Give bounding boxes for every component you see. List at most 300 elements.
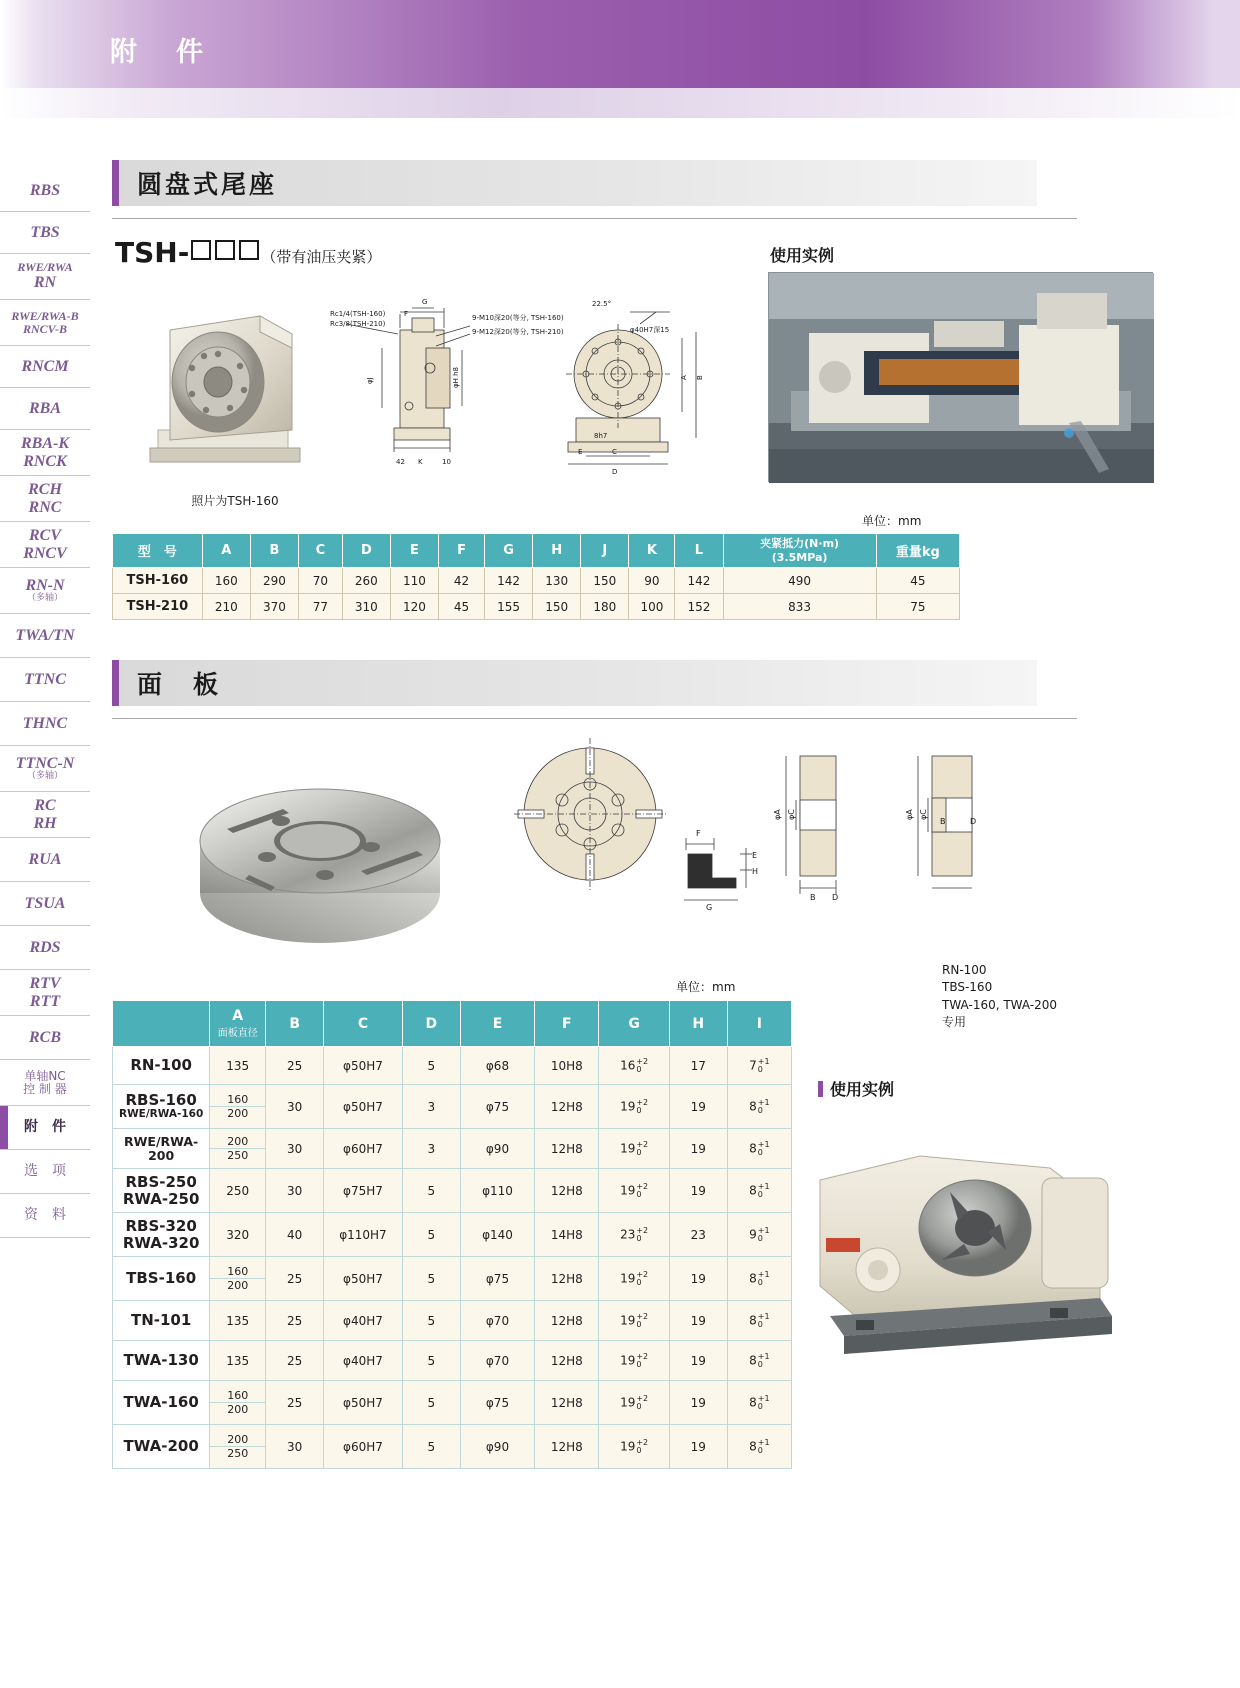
col-a bbox=[210, 1001, 266, 1047]
cell-i-tolerance: +1 0 bbox=[757, 1097, 770, 1115]
cell-i-value: 9 bbox=[749, 1227, 757, 1241]
svg-text:K: K bbox=[418, 458, 423, 466]
cell-g-value: 23 bbox=[620, 1227, 636, 1241]
cell-b: 25 bbox=[266, 1381, 324, 1425]
model-box-1 bbox=[191, 240, 211, 260]
cell-f: 45 bbox=[439, 594, 485, 620]
cell-a: 320 bbox=[210, 1213, 266, 1257]
cell-e: φ70 bbox=[460, 1301, 535, 1341]
svg-text:22.5°: 22.5° bbox=[592, 300, 612, 308]
cell-i-tolerance: +1 0 bbox=[757, 1311, 770, 1329]
svg-text:B: B bbox=[810, 893, 816, 902]
cell-i-tolerance: +1 0 bbox=[757, 1181, 770, 1199]
table-row bbox=[113, 1213, 792, 1257]
cell-i-value: 8 bbox=[749, 1353, 757, 1367]
cell-i bbox=[727, 1085, 791, 1129]
sidebar-item-rba-k-rnck[interactable] bbox=[0, 430, 90, 476]
cell-model-main: TWA-200 bbox=[123, 1437, 199, 1456]
sidebar-item-label: RUA bbox=[28, 850, 62, 868]
svg-text:B: B bbox=[696, 375, 704, 380]
section-bar-tailstock bbox=[112, 160, 1037, 206]
col-d: D bbox=[342, 534, 390, 568]
sidebar-item-label: TBS bbox=[30, 223, 60, 241]
cell-h: 130 bbox=[533, 568, 581, 594]
cell-g bbox=[599, 1341, 669, 1381]
photo-caption: 照片为TSH-160 bbox=[191, 494, 279, 508]
col-e: E bbox=[390, 534, 438, 568]
sidebar-item-label-2: RNCK bbox=[23, 452, 67, 470]
sidebar-item-rds[interactable] bbox=[0, 926, 90, 970]
cell-model-main: RWE/RWA-200 bbox=[124, 1133, 199, 1163]
col-a: A bbox=[202, 534, 250, 568]
cell-g-value: 19 bbox=[620, 1271, 636, 1285]
cell-model bbox=[113, 1129, 210, 1169]
cell-d: 5 bbox=[402, 1169, 460, 1213]
cell-g-value: 16 bbox=[620, 1058, 636, 1072]
col-g: G bbox=[599, 1001, 669, 1047]
sidebar-item-label-2: RN bbox=[33, 274, 57, 292]
cell-a bbox=[210, 1425, 266, 1469]
cell-i-tolerance: +1 0 bbox=[757, 1351, 770, 1369]
cell-h: 19 bbox=[669, 1381, 727, 1425]
col-i: I bbox=[727, 1001, 791, 1047]
sidebar-item-label: RC bbox=[34, 797, 56, 815]
cell-g bbox=[599, 1129, 669, 1169]
cell-model-sub: RWA-320 bbox=[122, 1233, 200, 1252]
svg-text:8h7: 8h7 bbox=[594, 432, 608, 440]
special-note-line: 专用 bbox=[942, 1015, 967, 1030]
cell-weight: 45 bbox=[876, 568, 959, 594]
col-d: D bbox=[402, 1001, 460, 1047]
cell-g bbox=[599, 1257, 669, 1301]
sidebar-item-label: RNCM bbox=[21, 357, 69, 375]
cell-i-value: 8 bbox=[749, 1271, 757, 1285]
sidebar-item-rch-rnc[interactable] bbox=[0, 476, 90, 522]
cell-g-value: 19 bbox=[620, 1439, 636, 1453]
sidebar-item-rbs[interactable] bbox=[0, 170, 90, 212]
cell-model-sub: RWE/RWA-160 bbox=[119, 1107, 204, 1120]
cell-d: 260 bbox=[342, 568, 390, 594]
cell-a-value-2: 250 bbox=[227, 1148, 249, 1162]
cell-h: 17 bbox=[669, 1047, 727, 1085]
col-weight: 重量kg bbox=[876, 534, 959, 568]
cell-g-tolerance: +2 0 bbox=[636, 1269, 649, 1287]
cell-b: 30 bbox=[266, 1169, 324, 1213]
sidebar-item-thnc[interactable] bbox=[0, 702, 90, 746]
cell-h: 19 bbox=[669, 1085, 727, 1129]
cell-i bbox=[727, 1169, 791, 1213]
model-box-3 bbox=[239, 240, 259, 260]
col-e: E bbox=[460, 1001, 535, 1047]
cell-g-value: 19 bbox=[620, 1183, 636, 1197]
cell-i bbox=[727, 1425, 791, 1469]
svg-text:H: H bbox=[752, 867, 759, 876]
sidebar-item-label: RWE/RWA bbox=[17, 260, 73, 275]
cell-a: 210 bbox=[202, 594, 250, 620]
special-note-line: RN-100 bbox=[942, 963, 987, 977]
svg-text:D: D bbox=[970, 817, 977, 826]
col-h: H bbox=[533, 534, 581, 568]
cell-h: 19 bbox=[669, 1129, 727, 1169]
cell-g-tolerance: +2 0 bbox=[636, 1311, 649, 1329]
cell-i-value: 8 bbox=[749, 1183, 757, 1197]
tsh-technical-drawing bbox=[330, 288, 750, 498]
col-k: K bbox=[629, 534, 675, 568]
sidebar-item-documents[interactable] bbox=[0, 1194, 90, 1238]
col-h: H bbox=[669, 1001, 727, 1047]
svg-text:φC: φC bbox=[919, 809, 928, 820]
sidebar-item-label-2: 控 制 器 bbox=[23, 1081, 67, 1096]
sidebar-item-label: THNC bbox=[22, 714, 68, 732]
cell-f: 14H8 bbox=[535, 1213, 599, 1257]
tsh-product-photo bbox=[140, 290, 330, 490]
svg-text:φJ: φJ bbox=[366, 377, 374, 384]
cell-a-value-2: 200 bbox=[227, 1402, 249, 1416]
sidebar-item-rwe-rwa-b[interactable] bbox=[0, 300, 90, 346]
cell-d: 310 bbox=[342, 594, 390, 620]
sidebar-item-ttnc[interactable] bbox=[0, 658, 90, 702]
svg-text:Rc3/8(TSH-210): Rc3/8(TSH-210) bbox=[330, 320, 386, 328]
svg-text:E: E bbox=[578, 448, 583, 456]
cell-model-main: RBS-320 bbox=[125, 1217, 197, 1235]
table-row bbox=[113, 1425, 792, 1469]
cell-model bbox=[113, 1085, 210, 1129]
col-clamp-force bbox=[723, 534, 876, 568]
cell-h: 23 bbox=[669, 1213, 727, 1257]
cell-i-tolerance: +1 0 bbox=[757, 1225, 770, 1243]
cell-g-tolerance: +2 0 bbox=[636, 1437, 649, 1455]
sidebar-item-nc-controller[interactable] bbox=[0, 1060, 90, 1106]
cell-b: 370 bbox=[250, 594, 298, 620]
sidebar-item-options[interactable] bbox=[0, 1150, 90, 1194]
cell-a-value-1: 200 bbox=[210, 1433, 265, 1447]
cell-e: φ70 bbox=[460, 1341, 535, 1381]
svg-text:B: B bbox=[940, 817, 946, 826]
cell-c: φ40H7 bbox=[324, 1301, 403, 1341]
section-accent bbox=[112, 160, 119, 206]
sidebar-item-rc-rh[interactable] bbox=[0, 792, 90, 838]
cell-k: 100 bbox=[629, 594, 675, 620]
cell-b: 30 bbox=[266, 1425, 324, 1469]
cell-model bbox=[113, 1257, 210, 1301]
cell-g-value: 19 bbox=[620, 1099, 636, 1113]
cell-g bbox=[599, 1425, 669, 1469]
col-a-label: A bbox=[232, 1008, 244, 1024]
cell-d: 3 bbox=[402, 1129, 460, 1169]
sidebar-item-ttnc-n[interactable] bbox=[0, 746, 90, 792]
cell-a-value-1: 200 bbox=[210, 1135, 265, 1149]
cell-model-main: TWA-160 bbox=[123, 1393, 199, 1412]
cell-model bbox=[113, 1301, 210, 1341]
sidebar-item-label: TWA/TN bbox=[15, 626, 75, 644]
cell-model-main: TWA-130 bbox=[123, 1351, 199, 1370]
sidebar-item-label: 资 料 bbox=[24, 1206, 66, 1223]
cell-f: 12H8 bbox=[535, 1129, 599, 1169]
sidebar-item-accessories[interactable] bbox=[0, 1106, 90, 1150]
unit-label-1: 单位：mm bbox=[862, 514, 922, 528]
cell-a-value-2: 200 bbox=[227, 1106, 249, 1120]
faceplate-spec-table bbox=[112, 1000, 792, 1469]
cell-a bbox=[210, 1085, 266, 1129]
sidebar-item-label: TTNC bbox=[24, 670, 66, 688]
cell-i bbox=[727, 1341, 791, 1381]
cell-clamp-force: 490 bbox=[723, 568, 876, 594]
cell-h: 19 bbox=[669, 1341, 727, 1381]
sidebar-item-rcb[interactable] bbox=[0, 1016, 90, 1060]
cell-d: 5 bbox=[402, 1381, 460, 1425]
cell-e: φ90 bbox=[460, 1425, 535, 1469]
cell-b: 25 bbox=[266, 1301, 324, 1341]
unit-label-2: 单位：mm bbox=[676, 980, 736, 994]
cell-b: 290 bbox=[250, 568, 298, 594]
col-a-sub: 面板直径 bbox=[217, 1028, 258, 1039]
cell-i-value: 8 bbox=[749, 1439, 757, 1453]
sidebar-item-label-2: （多轴） bbox=[26, 771, 63, 782]
svg-text:G: G bbox=[422, 298, 428, 306]
cell-d: 5 bbox=[402, 1425, 460, 1469]
cell-f: 12H8 bbox=[535, 1169, 599, 1213]
model-box-2 bbox=[215, 240, 235, 260]
cell-c: φ110H7 bbox=[324, 1213, 403, 1257]
col-clamp-force-sub: (3.5MPa) bbox=[771, 550, 828, 564]
cell-g-tolerance: +2 0 bbox=[636, 1393, 649, 1411]
cell-i-value: 7 bbox=[749, 1058, 757, 1072]
cell-f: 12H8 bbox=[535, 1381, 599, 1425]
sidebar-item-rua[interactable] bbox=[0, 838, 90, 882]
sidebar-item-rn-n[interactable] bbox=[0, 568, 90, 614]
col-f: F bbox=[535, 1001, 599, 1047]
cell-l: 152 bbox=[675, 594, 723, 620]
cell-j: 150 bbox=[581, 568, 629, 594]
cell-h: 150 bbox=[533, 594, 581, 620]
sidebar-item-rcv-rncv[interactable] bbox=[0, 522, 90, 568]
cell-i bbox=[727, 1257, 791, 1301]
svg-text:C: C bbox=[612, 448, 617, 456]
cell-g-value: 19 bbox=[620, 1395, 636, 1409]
col-clamp-force-main: 夹紧抵力(N·m) bbox=[760, 537, 840, 551]
section-bar-faceplate bbox=[112, 660, 1037, 706]
cell-k: 90 bbox=[629, 568, 675, 594]
cell-i-tolerance: +1 0 bbox=[757, 1393, 770, 1411]
cell-model-main: RN-100 bbox=[130, 1056, 192, 1075]
svg-text:Rc1/4(TSH-160): Rc1/4(TSH-160) bbox=[330, 310, 386, 318]
special-note-line: TWA-160, TWA-200 bbox=[942, 997, 1058, 1012]
table-header-row bbox=[113, 534, 960, 568]
cell-model bbox=[113, 1425, 210, 1469]
cell-g bbox=[599, 1047, 669, 1085]
cell-c: φ60H7 bbox=[324, 1425, 403, 1469]
sidebar-item-label: RCB bbox=[28, 1028, 61, 1046]
cell-a-value-1: 160 bbox=[210, 1389, 265, 1403]
cell-a: 250 bbox=[210, 1169, 266, 1213]
col-j: J bbox=[581, 534, 629, 568]
cell-i bbox=[727, 1381, 791, 1425]
cell-g-tolerance: +2 0 bbox=[636, 1181, 649, 1199]
sidebar-item-label: RBA bbox=[28, 399, 61, 417]
cell-clamp-force: 833 bbox=[723, 594, 876, 620]
cell-a-value-1: 160 bbox=[210, 1265, 265, 1279]
svg-text:φA: φA bbox=[773, 809, 782, 820]
cell-b: 30 bbox=[266, 1129, 324, 1169]
cell-g-tolerance: +2 0 bbox=[636, 1351, 649, 1369]
cell-g-value: 19 bbox=[620, 1141, 636, 1155]
cell-model bbox=[113, 1381, 210, 1425]
cell-f: 12H8 bbox=[535, 1341, 599, 1381]
page-header-gradient bbox=[0, 88, 1240, 118]
cell-i-tolerance: +1 0 bbox=[757, 1139, 770, 1157]
cell-d: 5 bbox=[402, 1047, 460, 1085]
use-example-title-2: 使用实例 bbox=[818, 1077, 894, 1100]
svg-text:φH h8: φH h8 bbox=[452, 367, 460, 388]
cell-c: φ60H7 bbox=[324, 1129, 403, 1169]
cell-g bbox=[599, 1301, 669, 1341]
col-l: L bbox=[675, 534, 723, 568]
cell-b: 25 bbox=[266, 1341, 324, 1381]
cell-h: 19 bbox=[669, 1169, 727, 1213]
cell-e: φ110 bbox=[460, 1169, 535, 1213]
cell-e: φ75 bbox=[460, 1257, 535, 1301]
svg-text:φA: φA bbox=[905, 809, 914, 820]
cell-i-value: 8 bbox=[749, 1141, 757, 1155]
table-row bbox=[113, 1085, 792, 1129]
cell-model-main: RBS-160 bbox=[125, 1091, 197, 1110]
machine-use-photo bbox=[768, 272, 1153, 482]
cell-a: 135 bbox=[210, 1341, 266, 1381]
cell-d: 5 bbox=[402, 1341, 460, 1381]
cell-model bbox=[113, 1047, 210, 1085]
cell-e: φ90 bbox=[460, 1129, 535, 1169]
model-note: （带有油压夹紧） bbox=[261, 248, 382, 266]
tailstock-spec-table bbox=[112, 533, 960, 620]
table-row bbox=[113, 1381, 792, 1425]
cell-model-main: TBS-160 bbox=[126, 1269, 197, 1288]
sidebar-item-label: RDS bbox=[29, 938, 61, 956]
cell-i-value: 8 bbox=[749, 1313, 757, 1327]
sidebar bbox=[0, 170, 90, 1238]
sidebar-item-label: 附 件 bbox=[24, 1118, 66, 1135]
svg-text:F: F bbox=[404, 310, 409, 318]
cell-h: 19 bbox=[669, 1301, 727, 1341]
sidebar-item-label-2: RTT bbox=[29, 992, 61, 1010]
cell-a: 135 bbox=[210, 1047, 266, 1085]
cell-a-value-2: 250 bbox=[227, 1446, 249, 1460]
sidebar-item-twa-tn[interactable] bbox=[0, 614, 90, 658]
sidebar-item-label-2: （多轴） bbox=[26, 593, 63, 604]
sidebar-item-label-2: RNC bbox=[28, 498, 62, 516]
table-row bbox=[113, 1047, 792, 1085]
sidebar-item-label: TSUA bbox=[24, 894, 66, 912]
cell-e: 120 bbox=[390, 594, 438, 620]
col-model: 型 号 bbox=[113, 534, 203, 568]
faceplate-technical-drawing bbox=[500, 738, 1040, 938]
section-accent bbox=[112, 660, 119, 706]
special-note-line: TBS-160 bbox=[942, 980, 993, 995]
cell-c: φ50H7 bbox=[324, 1257, 403, 1301]
svg-text:G: G bbox=[706, 903, 713, 912]
svg-text:F: F bbox=[696, 829, 701, 838]
table-row bbox=[113, 568, 960, 594]
cell-c: φ50H7 bbox=[324, 1381, 403, 1425]
sidebar-item-label: RN-N bbox=[25, 577, 65, 594]
cell-f: 12H8 bbox=[535, 1085, 599, 1129]
cell-d: 5 bbox=[402, 1213, 460, 1257]
col-f: F bbox=[439, 534, 485, 568]
cell-f: 12H8 bbox=[535, 1425, 599, 1469]
sidebar-item-rwe-rwa-rn[interactable] bbox=[0, 254, 90, 300]
divider bbox=[112, 218, 1077, 219]
cell-f: 42 bbox=[439, 568, 485, 594]
sidebar-item-rncm[interactable] bbox=[0, 346, 90, 388]
sidebar-item-label: RCH bbox=[28, 481, 62, 499]
section-title: 圆盘式尾座 bbox=[137, 170, 278, 199]
cell-g-tolerance: +2 0 bbox=[636, 1225, 649, 1243]
sidebar-item-label: RBS bbox=[29, 181, 61, 199]
table-row bbox=[113, 1129, 792, 1169]
cell-model: TSH-160 bbox=[113, 568, 203, 594]
cell-a-value-2: 200 bbox=[227, 1278, 249, 1292]
svg-text:10: 10 bbox=[442, 458, 451, 466]
cell-a: 135 bbox=[210, 1301, 266, 1341]
cell-i bbox=[727, 1213, 791, 1257]
cell-c: 70 bbox=[299, 568, 343, 594]
cell-g bbox=[599, 1381, 669, 1425]
cell-i bbox=[727, 1047, 791, 1085]
cell-d: 5 bbox=[402, 1257, 460, 1301]
cell-a bbox=[210, 1381, 266, 1425]
table-row bbox=[113, 1257, 792, 1301]
cell-i-value: 8 bbox=[749, 1099, 757, 1113]
sidebar-item-label: RWE/RWA-B bbox=[11, 308, 79, 323]
cell-e: φ75 bbox=[460, 1085, 535, 1129]
col-model bbox=[113, 1001, 210, 1047]
svg-text:42: 42 bbox=[396, 458, 405, 466]
cell-h: 19 bbox=[669, 1257, 727, 1301]
divider bbox=[112, 718, 1077, 719]
cell-g bbox=[599, 1169, 669, 1213]
svg-text:D: D bbox=[612, 468, 618, 476]
table-row bbox=[113, 594, 960, 620]
cell-b: 40 bbox=[266, 1213, 324, 1257]
cell-i-tolerance: +1 0 bbox=[757, 1269, 770, 1287]
cell-g bbox=[599, 1085, 669, 1129]
cell-model: TSH-210 bbox=[113, 594, 203, 620]
sidebar-item-rtv-rtt[interactable] bbox=[0, 970, 90, 1016]
sidebar-item-tsua[interactable] bbox=[0, 882, 90, 926]
faceplate-use-photo bbox=[800, 1120, 1130, 1370]
cell-a: 160 bbox=[202, 568, 250, 594]
cell-model bbox=[113, 1341, 210, 1381]
svg-text:E: E bbox=[752, 851, 758, 860]
sidebar-item-rba[interactable] bbox=[0, 388, 90, 430]
cell-f: 12H8 bbox=[535, 1257, 599, 1301]
cell-b: 25 bbox=[266, 1257, 324, 1301]
sidebar-item-label-2: RNCV-B bbox=[22, 321, 67, 336]
use-example-title-1: 使用实例 bbox=[770, 246, 835, 265]
sidebar-item-tbs[interactable] bbox=[0, 212, 90, 254]
cell-g-value: 19 bbox=[620, 1313, 636, 1327]
cell-i-tolerance: +1 0 bbox=[757, 1056, 770, 1074]
svg-text:A: A bbox=[680, 375, 688, 380]
cell-i-value: 8 bbox=[749, 1395, 757, 1409]
cell-model-main: TN-101 bbox=[130, 1311, 192, 1330]
cell-weight: 75 bbox=[876, 594, 959, 620]
svg-text:9-M10深20(等分, TSH-160): 9-M10深20(等分, TSH-160) bbox=[472, 314, 564, 322]
table-row bbox=[113, 1169, 792, 1213]
cell-c: 77 bbox=[299, 594, 343, 620]
cell-c: φ50H7 bbox=[324, 1047, 403, 1085]
cell-j: 180 bbox=[581, 594, 629, 620]
cell-g: 155 bbox=[485, 594, 533, 620]
